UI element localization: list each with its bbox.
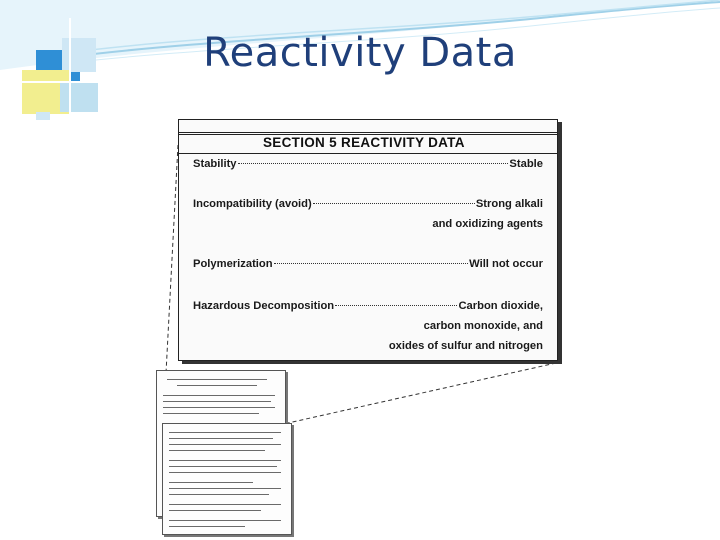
decorative-squares-icon	[0, 0, 120, 130]
row-stability	[193, 158, 543, 170]
section-rule	[179, 153, 557, 154]
slide-title: Reactivity Data	[203, 30, 517, 76]
reactivity-section-callout	[178, 119, 558, 361]
row-continuation: and oxidizing agents	[432, 218, 543, 230]
leader-dots	[238, 163, 509, 164]
msds-figure	[150, 105, 566, 540]
row-value: Will not occur	[469, 258, 543, 270]
leader-dots	[335, 305, 457, 306]
row-incompatibility	[193, 198, 543, 210]
msds-page-thumbnail-2	[162, 423, 292, 535]
row-label: Stability	[193, 158, 237, 170]
section-title: SECTION 5 REACTIVITY DATA	[263, 135, 465, 150]
leader-dots	[274, 263, 469, 264]
row-value: Stable	[509, 158, 543, 170]
row-value: Strong alkali	[475, 198, 543, 210]
row-continuation: oxides of sulfur and nitrogen	[388, 340, 543, 352]
row-polymerization	[193, 258, 543, 270]
row-label: Incompatibility (avoid)	[193, 198, 312, 210]
leader-dots	[313, 203, 475, 204]
row-value: Carbon dioxide,	[458, 300, 543, 312]
row-label: Hazardous Decomposition	[193, 300, 335, 312]
row-hazardous-decomposition	[193, 300, 543, 312]
row-label: Polymerization	[193, 258, 273, 270]
row-continuation: carbon monoxide, and	[423, 320, 543, 332]
form-top-rule	[179, 120, 557, 133]
